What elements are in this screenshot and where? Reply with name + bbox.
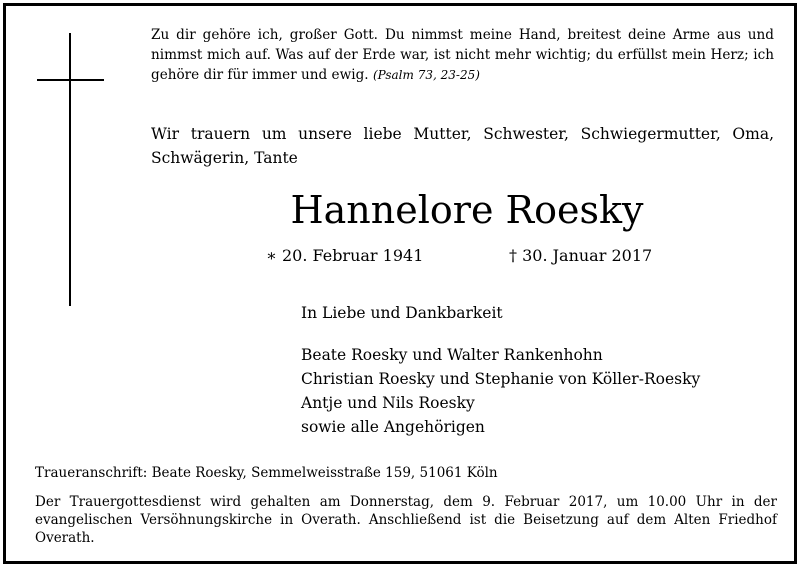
deceased-name: Hannelore Roesky	[290, 188, 644, 232]
gratitude-line: In Liebe und Dankbarkeit	[301, 304, 503, 322]
psalm-reference: (Psalm 73, 23-25)	[372, 68, 480, 82]
funeral-service-info: Der Trauergottesdienst wird gehalten am Donnerstag, dem 9. Februar 2017, um 10.00 Uhr in der evangelischen Versöhnungskirche in Overath. Anschließend ist die Beisetzung auf dem Alten Friedhof Overath.	[35, 494, 777, 546]
birth-date: ∗ 20. Februar 1941	[266, 246, 424, 265]
obituary-notice	[3, 3, 797, 564]
cross-horizontal-bar	[37, 79, 104, 81]
psalm-text: Zu dir gehöre ich, großer Gott. Du nimmst meine Hand, breitest deine Arme aus und nimmst mich auf. Was auf der Erde war, ist nicht mehr wichtig; du erfüllst mein Herz; ich gehöre dir für immer und ewig.	[151, 27, 774, 83]
family-member: Christian Roesky und Stephanie von Köller-Roesky	[301, 370, 701, 388]
family-member: Antje und Nils Roesky	[301, 394, 475, 412]
family-list	[301, 343, 700, 439]
psalm-quote	[151, 25, 774, 85]
cross-vertical-bar	[69, 33, 71, 306]
mourning-address: Traueranschrift: Beate Roesky, Semmelweisstraße 159, 51061 Köln	[35, 465, 498, 481]
family-member: Beate Roesky und Walter Rankenhohn	[301, 346, 603, 364]
mourning-line: Wir trauern um unsere liebe Mutter, Schwester, Schwiegermutter, Oma, Schwägerin, Tante	[151, 125, 774, 167]
family-member: sowie alle Angehörigen	[301, 418, 485, 436]
death-date: † 30. Januar 2017	[509, 246, 653, 265]
